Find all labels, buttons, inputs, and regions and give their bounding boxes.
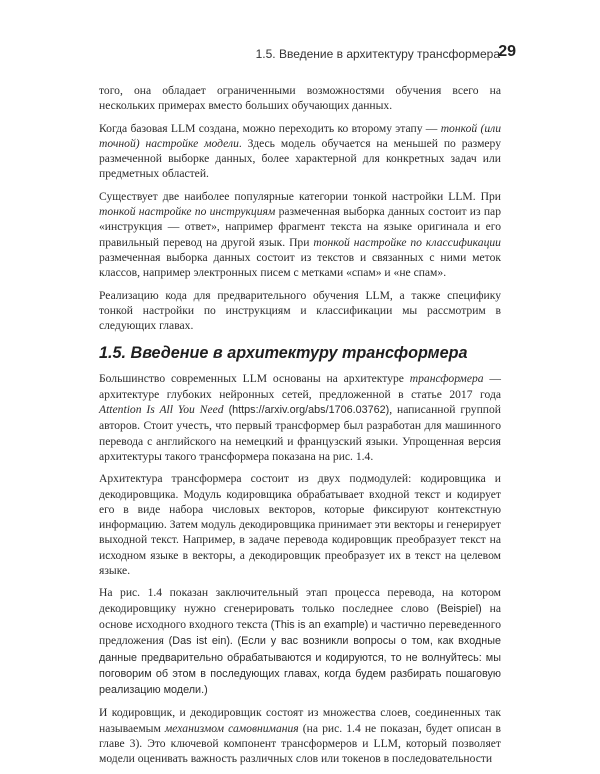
term-transformer: трансформера: [409, 372, 484, 386]
paragraph-7: На рис. 1.4 показан заключительный этап процесса перевода, на котором декодировщику нужно сгенерировать только последнее слово (Beispiel) на основе исходного входного текста (This is an example) и частично переведенного предложения (Das ist ein). (Если у вас возникли вопросы о том, как входные данные предварительно обрабатываются и кодируются, то не волнуйтесь: мы поговорим об этом в последующих главах, когда будем разбирать пошаговую реализацию модели.): [99, 586, 501, 697]
paragraph-2: Когда базовая LLM создана, можно переходить ко второму этапу — тонкой (или точной) настройке модели. Здесь модель обучается на меньшей по размеру размеченной выборке данных, более характерной для конкретных задач или предметных областей.: [99, 121, 501, 181]
paragraph-1: того, она обладает ограниченными возможностями обучения всего на нескольких примерах вместо больших обучающих данных.: [99, 84, 501, 113]
paragraph-8: И кодировщик, и декодировщик состоят из множества слоев, соединенных так называемым механизмом самовнимания (на рис. 1.4 не показан, будет описан в главе 3). Это ключевой компонент трансформеров и LLM, который позволяет модели оценивать важность различных слов или токенов в последовательности: [99, 706, 501, 766]
term-classification-tuning: тонкой настройке по классификации: [313, 235, 501, 249]
arxiv-link[interactable]: (https://arxiv.org/abs/1706.03762): [223, 404, 390, 417]
paragraph-4: Реализацию кода для предварительного обучения LLM, а также специфику тонкой настройки по инструкциям и классификации мы рассмотрим в следующих главах.: [99, 288, 501, 333]
term-instruction-tuning: тонкой настройке по инструкциям: [99, 205, 276, 219]
paragraph-6: Архитектура трансформера состоит из двух подмодулей: кодировщика и декодировщика. Модуль кодировщика обрабатывает входной текст и кодирует его в виде набора числовых векторов, которые фиксируют контекстную информацию. Затем модуль декодировщика принимает эти векторы и генерирует выходной текст. Например, в задаче перевода кодировщик преобразует текст на исходном языке в векторы, а декодировщик преобразует их в текст на целевом языке.: [99, 472, 501, 578]
section-heading: 1.5. Введение в архитектуру трансформера: [99, 344, 468, 363]
paragraph-3: Существует две наиболее популярные категории тонкой настройки LLM. При тонкой настройке по инструкциям размеченная выборка данных состоит из пар «инструкция — ответ», например фрагмент текста на языке оригинала и его правильный перевод на другой язык. При тонкой настройке по классификации размеченная выборка данных состоит из текстов и связанных с ними меток классов, например электронных писем с метками «спам» и «не спам».: [99, 189, 502, 280]
term-fine-tuning: тонкой (или точной) настройке модели: [99, 121, 501, 150]
paragraph-5: Большинство современных LLM основаны на архитектуре трансформера — архитектуре глубоких нейронных сетей, предложенной в статье 2017 года Attention Is All You Need (https://arxiv.org/abs/1706.03762), написанной группой авторов. Стоит учесть, что первый трансформер был разработан для машинного перевода с английского на немецкий и французский языки. Упрощенная версия архитектуры такого трансформера показана на рис. 1.4.: [99, 372, 501, 463]
term-self-attention: механизмом самовнимания: [164, 721, 299, 735]
paper-title: Attention Is All You Need: [99, 403, 224, 417]
page-body: [99, 83, 501, 774]
running-head: 1.5. Введение в архитектуру трансформера: [255, 47, 500, 61]
page-number: 29: [498, 43, 516, 60]
